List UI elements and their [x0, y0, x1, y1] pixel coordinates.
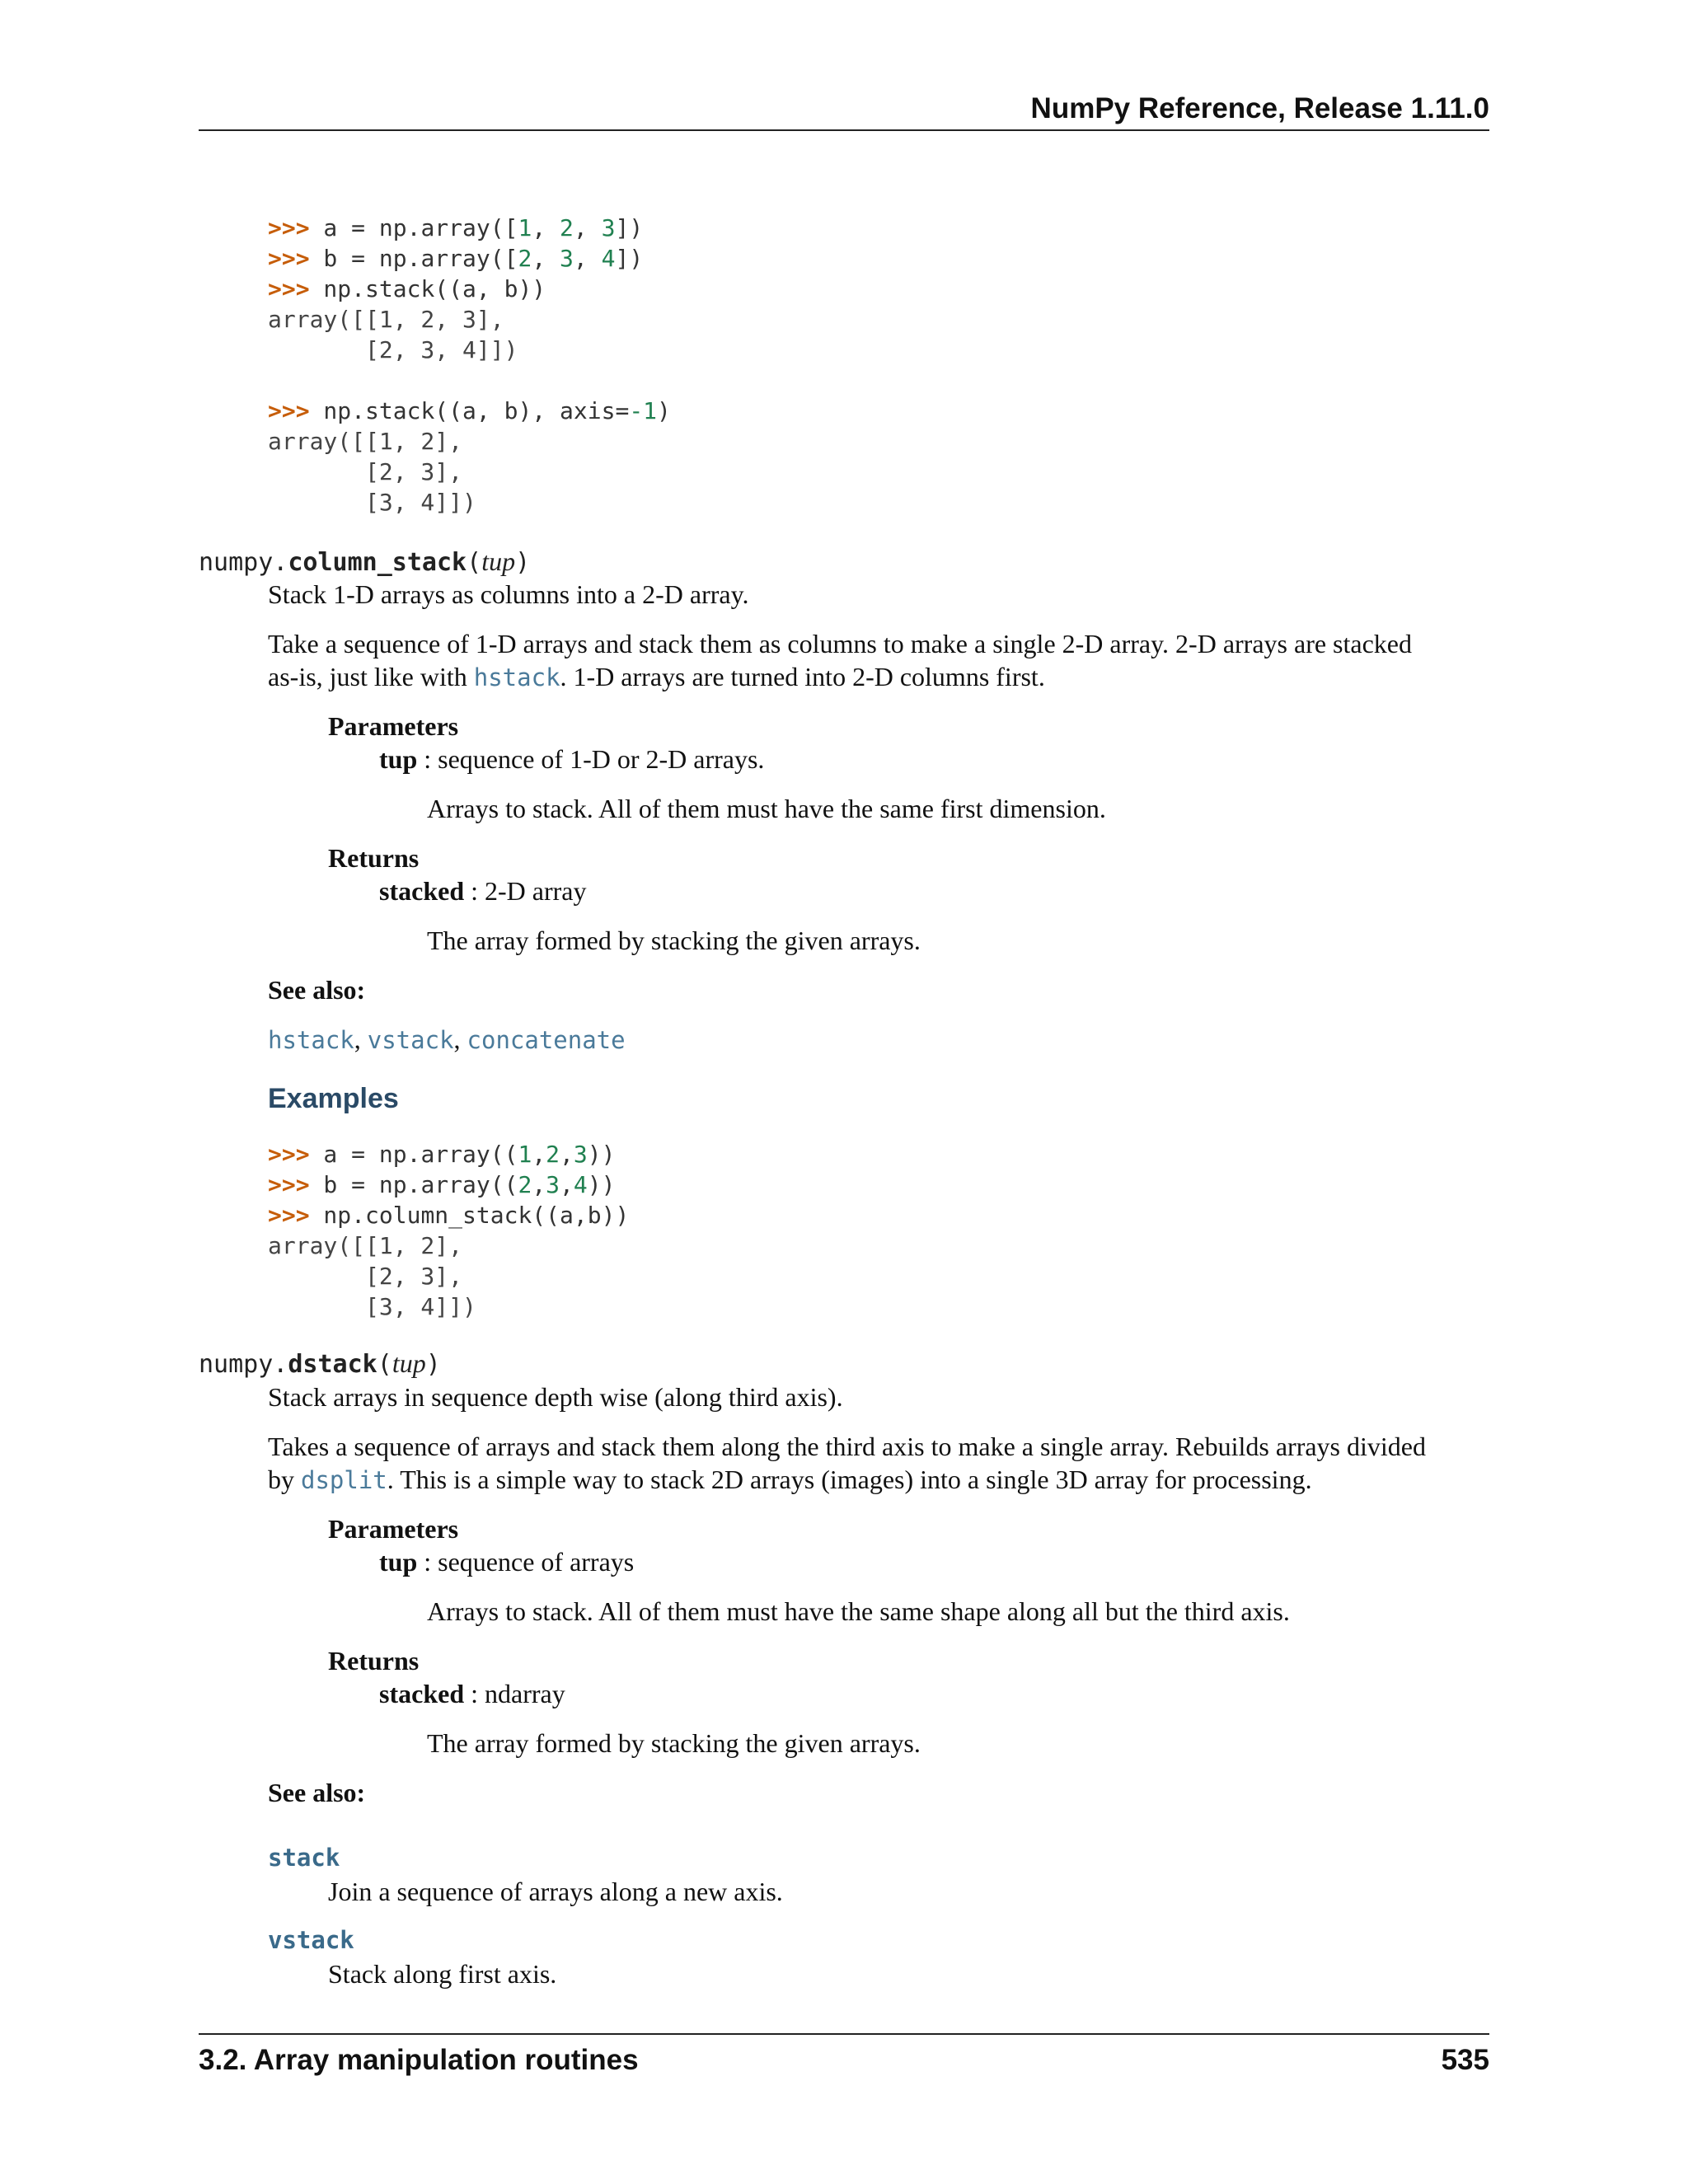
page-number: 535 — [1441, 2044, 1489, 2076]
return-entry: stacked : 2-D array — [379, 876, 587, 906]
see-also-description: Join a sequence of arrays along a new axis. — [328, 1877, 783, 1906]
code-line: >>> a = np.array((1,2,3)) — [268, 1141, 616, 1168]
see-also-description: Stack along first axis. — [328, 1959, 557, 1989]
footer-section-title: 3.2. Array manipulation routines — [199, 2044, 639, 2076]
function-summary: Stack 1-D arrays as columns into a 2-D array. — [268, 579, 749, 609]
return-description: The array formed by stacking the given arrays. — [427, 926, 921, 955]
link-dsplit[interactable]: dsplit — [301, 1466, 387, 1494]
function-signature-dstack: numpy.dstack(tup) — [199, 1348, 441, 1379]
link-hstack[interactable]: hstack — [268, 1026, 354, 1054]
return-entry: stacked : ndarray — [379, 1679, 565, 1708]
see-also-term-vstack[interactable]: vstack — [268, 1926, 354, 1954]
code-output: array([[1, 2], — [268, 428, 463, 455]
returns-heading: Returns — [328, 843, 420, 873]
function-description: Takes a sequence of arrays and stack them along the third axis to make a single array. Rebuilds arrays divided by dsplit. This is a simple way to stack 2D arrays (images) into a single 3D array for processing. — [268, 1432, 1426, 1494]
parameters-heading: Parameters — [328, 1514, 459, 1544]
function-description: Take a sequence of 1-D arrays and stack them as columns to make a single 2-D array. 2-D arrays are stacked as-is, just like with hstack. 1-D arrays are turned into 2-D columns first. — [268, 629, 1412, 691]
code-output: [2, 3], — [268, 1263, 463, 1290]
parameter-description: Arrays to stack. All of them must have the same first dimension. — [427, 794, 1106, 823]
see-also-heading: See also: — [268, 975, 366, 1005]
return-description: The array formed by stacking the given arrays. — [427, 1728, 921, 1758]
code-line: >>> np.stack((a, b)) — [268, 275, 546, 302]
code-line: >>> a = np.array([1, 2, 3]) — [268, 214, 644, 241]
function-summary: Stack arrays in sequence depth wise (along third axis). — [268, 1382, 843, 1412]
code-block-stack-examples — [268, 213, 671, 518]
code-line: >>> np.column_stack((a,b)) — [268, 1202, 630, 1229]
parameters-heading: Parameters — [328, 711, 459, 741]
code-output: [2, 3, 4]]) — [268, 336, 518, 363]
parameter-entry: tup : sequence of arrays — [379, 1547, 635, 1577]
code-output: [2, 3], — [268, 458, 463, 485]
returns-heading: Returns — [328, 1646, 420, 1675]
see-also-term-stack[interactable]: stack — [268, 1844, 340, 1872]
parameter-description: Arrays to stack. All of them must have the same shape along all but the third axis. — [427, 1596, 1290, 1626]
code-line: >>> b = np.array([2, 3, 4]) — [268, 245, 644, 272]
link-hstack[interactable]: hstack — [473, 663, 560, 691]
code-output: [3, 4]]) — [268, 1293, 476, 1320]
code-block-column-stack-examples — [268, 1139, 629, 1322]
function-signature-column-stack: numpy.column_stack(tup) — [199, 546, 531, 577]
link-vstack[interactable]: vstack — [367, 1026, 454, 1054]
code-output: array([[1, 2], — [268, 1232, 463, 1259]
code-line: >>> b = np.array((2,3,4)) — [268, 1171, 616, 1198]
examples-heading: Examples — [268, 1083, 399, 1114]
parameter-entry: tup : sequence of 1-D or 2-D arrays. — [379, 744, 765, 774]
running-header: NumPy Reference, Release 1.11.0 — [1030, 92, 1489, 124]
footer-rule — [199, 2033, 1489, 2035]
link-concatenate[interactable]: concatenate — [467, 1026, 626, 1054]
see-also-links: hstack, vstack, concatenate — [268, 1024, 626, 1054]
code-line: >>> np.stack((a, b), axis=-1) — [268, 397, 671, 424]
see-also-heading: See also: — [268, 1778, 366, 1807]
code-output: array([[1, 2, 3], — [268, 306, 504, 333]
header-rule — [199, 129, 1489, 131]
code-output: [3, 4]]) — [268, 489, 476, 516]
